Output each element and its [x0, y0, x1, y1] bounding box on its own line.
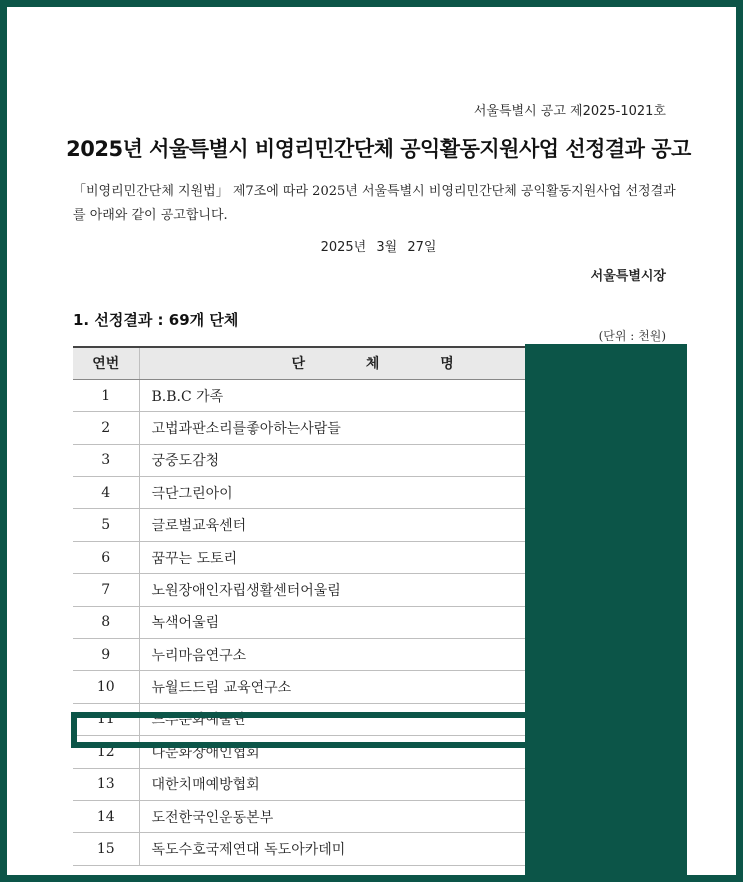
header-name-text: 단 체 명	[291, 356, 482, 373]
organization-name: 글로벌교육센터	[139, 509, 685, 541]
row-number: 3	[73, 444, 139, 476]
row-number: 12	[73, 736, 139, 768]
unit-note: (단위 : 천원)	[598, 329, 666, 343]
row-number: 14	[73, 800, 139, 832]
organization-name: 꿈꾸는 도토리	[139, 541, 685, 573]
row-number: 4	[73, 477, 139, 509]
row-number: 7	[73, 574, 139, 606]
organization-name: B.B.C 가족	[139, 379, 685, 411]
organization-name: 도전한국인운동본부	[139, 800, 685, 832]
organization-name: 노원장애인자립생활센터어울림	[139, 574, 685, 606]
row-highlight-box	[71, 712, 528, 748]
row-number: 9	[73, 639, 139, 671]
notice-body: 「비영리민간단체 지원법」 제7조에 따라 2025년 서울특별시 비영리민간단체 공익활동지원사업 선정결과를 아래와 같이 공고합니다.	[73, 184, 676, 223]
organization-name: 뉴월드드림 교육연구소	[139, 671, 685, 703]
row-number: 2	[73, 412, 139, 444]
organization-name: 극단그린아이	[139, 477, 685, 509]
organization-name: 누리마음연구소	[139, 639, 685, 671]
notice-signer: 서울특별시장	[590, 269, 666, 284]
organization-name: 느루문화예술단	[139, 703, 685, 735]
row-number: 8	[73, 606, 139, 638]
organization-name: 고법과판소리를좋아하는사람들	[139, 412, 685, 444]
section-heading: 1. 선정결과 : 69개 단체	[73, 311, 239, 329]
row-number: 1	[73, 379, 139, 411]
organization-name: 궁중도감청	[139, 444, 685, 476]
row-number: 6	[73, 541, 139, 573]
notice-date: 2025년 3월 27일	[320, 240, 437, 255]
row-number: 15	[73, 833, 139, 865]
notice-title: 2025년 서울특별시 비영리민간단체 공익활동지원사업 선정결과 공고	[66, 137, 691, 161]
row-number: 13	[73, 768, 139, 800]
row-number: 5	[73, 509, 139, 541]
organization-name: 녹색어울림	[139, 606, 685, 638]
header-no: 연번	[73, 347, 139, 379]
row-number: 10	[73, 671, 139, 703]
notice-number: 서울특별시 공고 제2025-1021호	[473, 104, 666, 119]
row-number: 11	[73, 703, 139, 735]
organization-name: 다문화장애인협회	[139, 736, 685, 768]
organization-name: 대한치매예방협회	[139, 768, 685, 800]
redaction-mask	[525, 344, 687, 882]
organization-name: 독도수호국제연대 독도아카데미	[139, 833, 685, 865]
